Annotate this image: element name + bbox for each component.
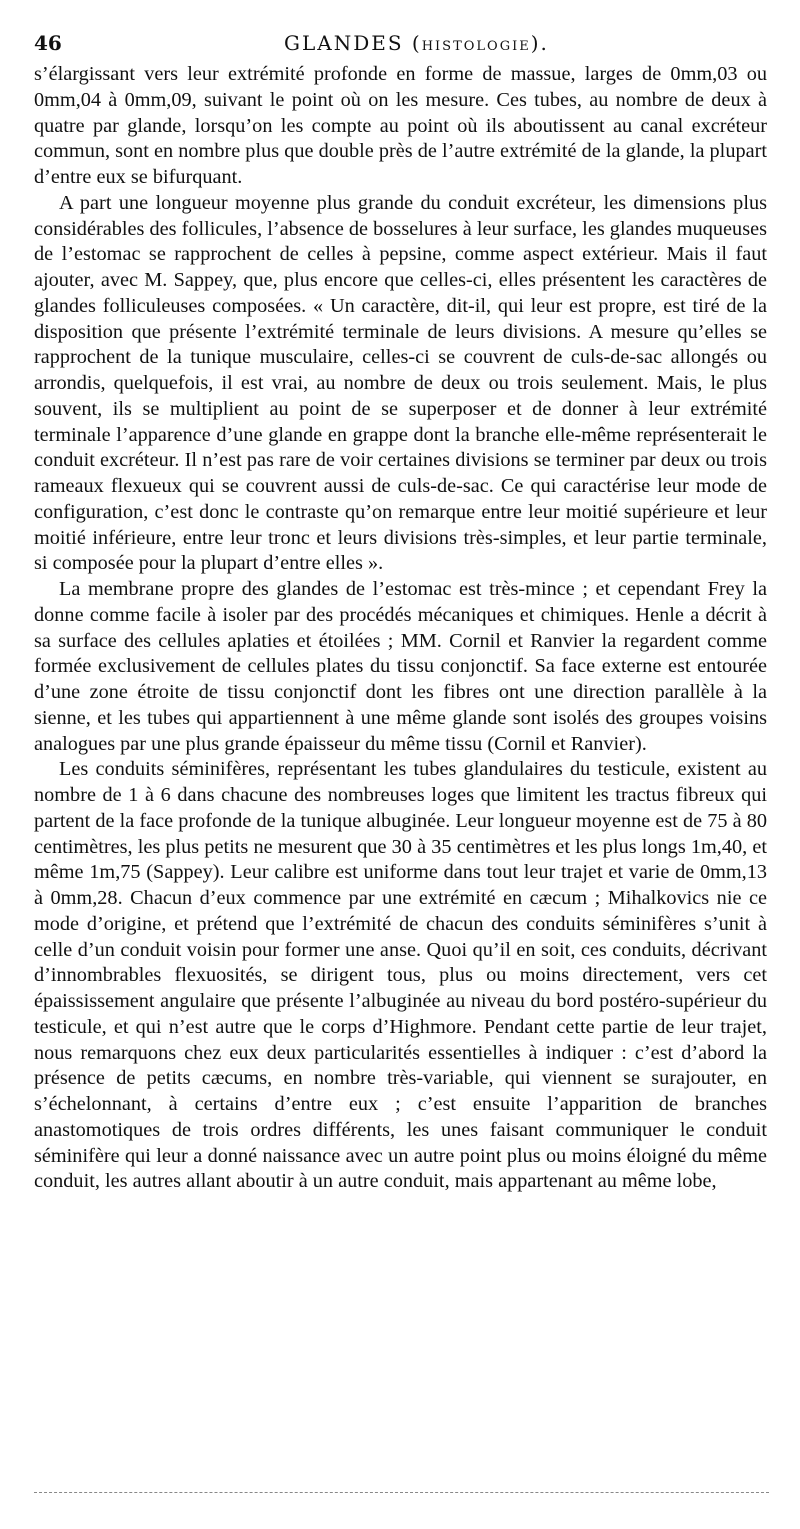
page-number: 46	[34, 31, 62, 55]
running-title-subject: HISTOLOGIE	[421, 39, 531, 54]
paragraph-seminiferous-ducts: Les conduits séminifères, représentant les tubes glandulaires du testicule, existent au nombre de 1 à 6 dans chacune des nombreuses loges que limitent les tractus fibreux qui partent de la face profonde de la tunique albuginée. Leur longueur moyenne est de 75 à 80 centimètres, les plus petits ne mesurent que 30 à 35 centimètres et les plus longs 1m,40, et même 1m,75 (Sappey). Leur calibre est uniforme dans tout leur trajet et varie de 0mm,13 à 0mm,28. Chacun d’eux commence par une extrémité en cæcum ; Mihalkovics nie ce mode d’origine, et prétend que l’extrémité de chacun des conduits séminifères s’unit à celle d’un conduit voisin pour former une anse. Quoi qu’il en soit, ces conduits, décrivant d’innombrables flexuosités, se dirigent tous, plus ou moins directement, vers cet épaississement angulaire que présente l’albuginée au niveau du bord postéro-supérieur du testicule, et qui n’est autre que le corps d’Highmore. Pendant cette partie de leur trajet, nous remarquons chez eux deux particularités essentielles à indiquer : c’est d’abord la présence de petits cæcums, en nombre très-variable, qui viennent se surajouter, en s’échelonnant, à certains d’entre eux ; c’est ensuite l’apparition de branches anastomotiques de trois ordres différents, les unes faisant communiquer le conduit séminifère qui leur a donné naissance avec un autre point plus ou moins éloigné du même conduit, les autres allant aboutir à un autre conduit, mais appartenant au même lobe,	[34, 758, 767, 1193]
paragraph-membrane: La membrane propre des glandes de l’estomac est très-mince ; et cependant Frey la donne comme facile à isoler par des procédés mécaniques et chimiques. Henle a décrit à sa surface des cellules aplaties et étoilées ; MM. Cornil et Ranvier la regardent comme formée exclusivement de cellules plates du tissu conjonctif. Sa face externe est entourée d’une zone étroite de tissu conjonctif dont les fibres ont une direction parallèle à la sienne, et les tubes qui appartiennent à une même glande sont isolés des groupes voisins analogues par une plus grande épaisseur du même tissu (Cornil et Ranvier).	[34, 578, 767, 755]
running-title-main: GLANDES (	[284, 31, 422, 55]
footer-rule	[34, 1492, 769, 1493]
running-header	[34, 30, 774, 56]
body-text	[34, 62, 767, 1195]
running-title-close: ).	[530, 31, 549, 55]
paragraph-continued: s’élargissant vers leur extrémité profonde en forme de massue, larges de 0mm,03 ou 0mm,04 à 0mm,09, suivant le point où on les mesure. Ces tubes, au nombre de deux à quatre par glande, lorsqu’on les compte au point où ils aboutissent au canal excréteur commun, sont en nombre plus que double près de l’autre extrémité de la glande, la plupart d’entre eux se bifurquant.	[34, 63, 767, 188]
running-title	[284, 30, 549, 60]
paragraph-mucous-glands: A part une longueur moyenne plus grande du conduit excréteur, les dimensions plus considérables des follicules, l’absence de bosselures à leur surface, les glandes muqueuses de l’estomac se rapprochent de celles à pepsine, comme aspect extérieur. Mais il faut ajouter, avec M. Sappey, que, plus encore que celles-ci, elles présentent les caractères de glandes folliculeuses composées. « Un caractère, dit-il, qui leur est propre, est tiré de la disposition que présente l’extrémité terminale de leurs divisions. A mesure qu’elles se rapprochent de la tunique musculaire, celles-ci se couvrent de culs-de-sac allongés ou arrondis, quelquefois, il est vrai, au nombre de deux ou trois seulement. Mais, le plus souvent, ils se multiplient au point de se superposer et de donner à leur extrémité terminale l’apparence d’une glande en grappe dont la branche elle-même représenterait le conduit excréteur. Il n’est pas rare de voir certaines divisions se terminer par deux ou trois rameaux flexueux qui se couvrent aussi de culs-de-sac. Ce qui caractérise leur mode de configuration, c’est donc le contraste qu’on remarque entre leur moitié supérieure et leur moitié inférieure, entre leur tronc et leurs divisions très-simples, et leur partie terminale, si composée pour la plupart d’entre elles ».	[34, 191, 767, 575]
